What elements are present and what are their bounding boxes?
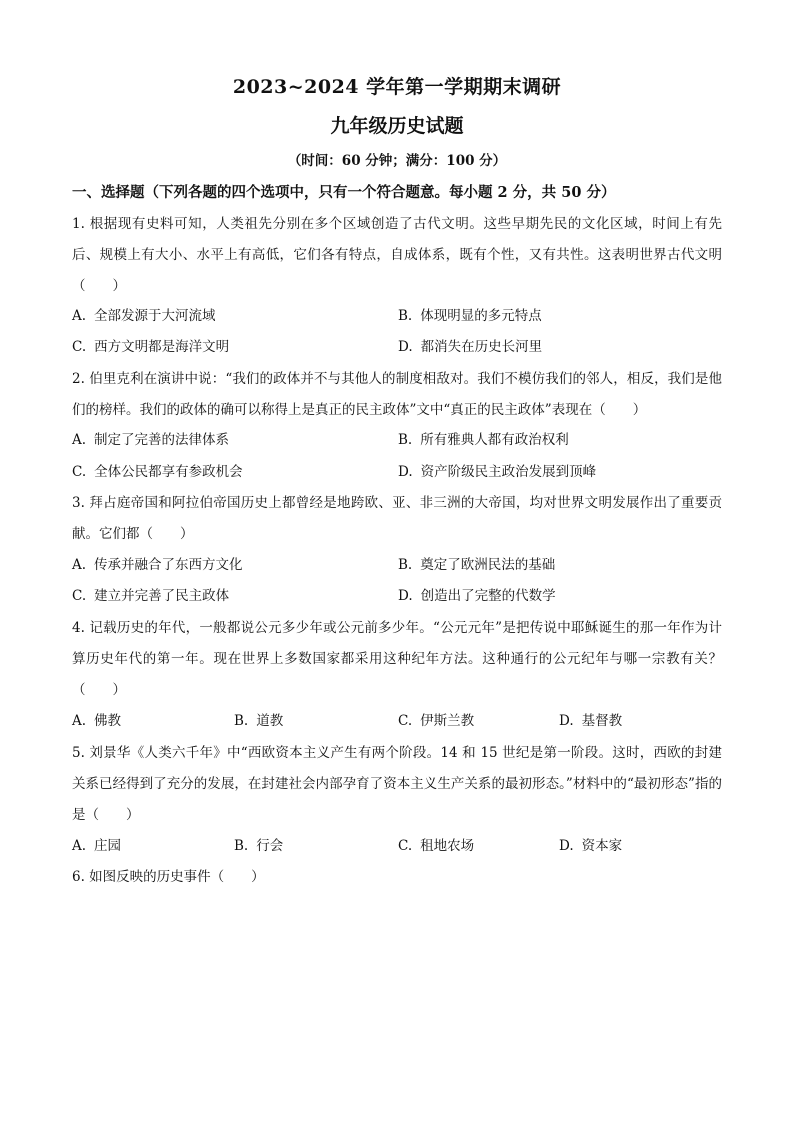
- option-letter: C.: [398, 838, 413, 854]
- question-3-option-b[interactable]: [398, 550, 555, 581]
- question-3-option-d[interactable]: [398, 581, 556, 612]
- option-letter: A.: [72, 557, 87, 573]
- option-text: 庄园: [94, 838, 122, 854]
- question-2-stem: 2. 伯里克利在演讲中说：“我们的政体并不与其他人的制度相敌对。我们不模仿我们的邻人，相反，我们是他们的榜样。我们的政体的确可以称得上是真正的民主政体”文中“真正的民主政体”表现在（ ）: [72, 371, 722, 418]
- option-letter: B.: [234, 838, 249, 854]
- option-letter: D.: [559, 838, 574, 854]
- question-6-stem: 6. 如图反映的历史事件（ ）: [72, 869, 265, 885]
- question-4-stem: 4. 记载历史的年代，一般都说公元多少年或公元前多少年。“公元元年”是把传说中耶稣诞生的那一年作为计算历史年代的第一年。现在世界上多数国家都采用这种纪年方法。这种通行的公元纪年与哪一宗教有关？（ ）: [72, 620, 722, 698]
- option-text: 制定了完善的法律体系: [94, 432, 230, 448]
- option-text: 租地农场: [420, 838, 475, 854]
- question-1-option-b[interactable]: [398, 301, 542, 332]
- option-text: 传承并融合了东西方文化: [94, 557, 243, 573]
- question-3-option-a[interactable]: [72, 550, 243, 581]
- question-4-option-d[interactable]: [559, 706, 622, 737]
- option-text: 行会: [256, 838, 284, 854]
- option-text: 创造出了完整的代数学: [420, 588, 556, 604]
- question-2-options-row2: [72, 457, 732, 488]
- question-1-stem: 1. 根据现有史料可知，人类祖先分别在多个区域创造了古代文明。这些早期先民的文化区域，时间上有先后、规模上有大小、水平上有高低，它们各有特点，自成体系，既有个性，又有共性。这表明世界古代文明（ ）: [72, 216, 722, 294]
- option-letter: A.: [72, 713, 87, 729]
- exam-subtitle: 九年级历史试题: [330, 115, 464, 137]
- question-2-options: [72, 425, 732, 456]
- option-text: 体现明显的多元特点: [420, 308, 542, 324]
- option-letter: D.: [398, 588, 413, 604]
- option-letter: B.: [234, 713, 249, 729]
- option-text: 资产阶级民主政治发展到顶峰: [420, 464, 597, 480]
- option-letter: A.: [72, 432, 87, 448]
- option-letter: B.: [398, 308, 413, 324]
- question-5-stem: 5. 刘景华《人类六千年》中“西欧资本主义产生有两个阶段。14 和 15 世纪是第一阶段。这时，西欧的封建关系已经得到了充分的发展，在封建社会内部孕育了资本主义生产关系的最初形态。”材料中的“最初形态”指的是（ ）: [72, 745, 722, 823]
- option-letter: C.: [72, 464, 87, 480]
- option-text: 所有雅典人都有政治权利: [420, 432, 569, 448]
- question-4-options: [72, 706, 732, 737]
- question-5-options: [72, 831, 732, 862]
- option-letter: B.: [398, 557, 413, 573]
- option-letter: B.: [398, 432, 413, 448]
- question-1-option-c[interactable]: [72, 332, 229, 363]
- exam-time-score-info: （时间：60 分钟；满分：100 分）: [287, 153, 507, 169]
- option-letter: A.: [72, 838, 87, 854]
- option-text: 都消失在历史长河里: [420, 339, 543, 355]
- question-1-options-row2: [72, 332, 732, 363]
- option-text: 道教: [256, 713, 284, 729]
- option-letter: C.: [398, 713, 413, 729]
- option-text: 建立并完善了民主政体: [94, 588, 230, 604]
- question-3-stem: 3. 拜占庭帝国和阿拉伯帝国历史上都曾经是地跨欧、亚、非三洲的大帝国，均对世界文明发展作出了重要贡献。它们都（ ）: [72, 495, 722, 542]
- question-2-option-c[interactable]: [72, 457, 243, 488]
- option-letter: D.: [559, 713, 574, 729]
- section-heading: 一、选择题（下列各题的四个选项中，只有一个符合题意。每小题 2 分，共 50 分）: [72, 184, 616, 201]
- question-1-options: [72, 301, 732, 332]
- question-5-option-b[interactable]: [234, 831, 283, 862]
- question-5-option-d[interactable]: [559, 831, 622, 862]
- option-text: 全部发源于大河流域: [94, 308, 216, 324]
- question-1-option-a[interactable]: [72, 301, 216, 332]
- question-2-option-d[interactable]: [398, 457, 596, 488]
- option-letter: D.: [398, 464, 413, 480]
- question-5-option-a[interactable]: [72, 831, 121, 862]
- option-text: 资本家: [581, 838, 623, 854]
- exam-title: 2023~2024 学年第一学期期末调研: [232, 76, 562, 98]
- option-text: 基督教: [581, 713, 623, 729]
- option-letter: C.: [72, 588, 87, 604]
- question-3-option-c[interactable]: [72, 581, 229, 612]
- option-letter: C.: [72, 339, 87, 355]
- option-text: 奠定了欧洲民法的基础: [420, 557, 556, 573]
- question-5-option-c[interactable]: [398, 831, 474, 862]
- option-text: 伊斯兰教: [420, 713, 475, 729]
- question-2-option-a[interactable]: [72, 425, 229, 456]
- question-1-option-d[interactable]: [398, 332, 542, 363]
- option-letter: A.: [72, 308, 87, 324]
- question-4-option-a[interactable]: [72, 706, 121, 737]
- question-3-options-row2: [72, 581, 732, 612]
- question-3-options: [72, 550, 732, 581]
- option-text: 佛教: [94, 713, 122, 729]
- option-text: 西方文明都是海洋文明: [94, 339, 230, 355]
- question-2-option-b[interactable]: [398, 425, 569, 456]
- option-letter: D.: [398, 339, 413, 355]
- option-text: 全体公民都享有参政机会: [94, 464, 243, 480]
- question-4-option-c[interactable]: [398, 706, 474, 737]
- question-4-option-b[interactable]: [234, 706, 283, 737]
